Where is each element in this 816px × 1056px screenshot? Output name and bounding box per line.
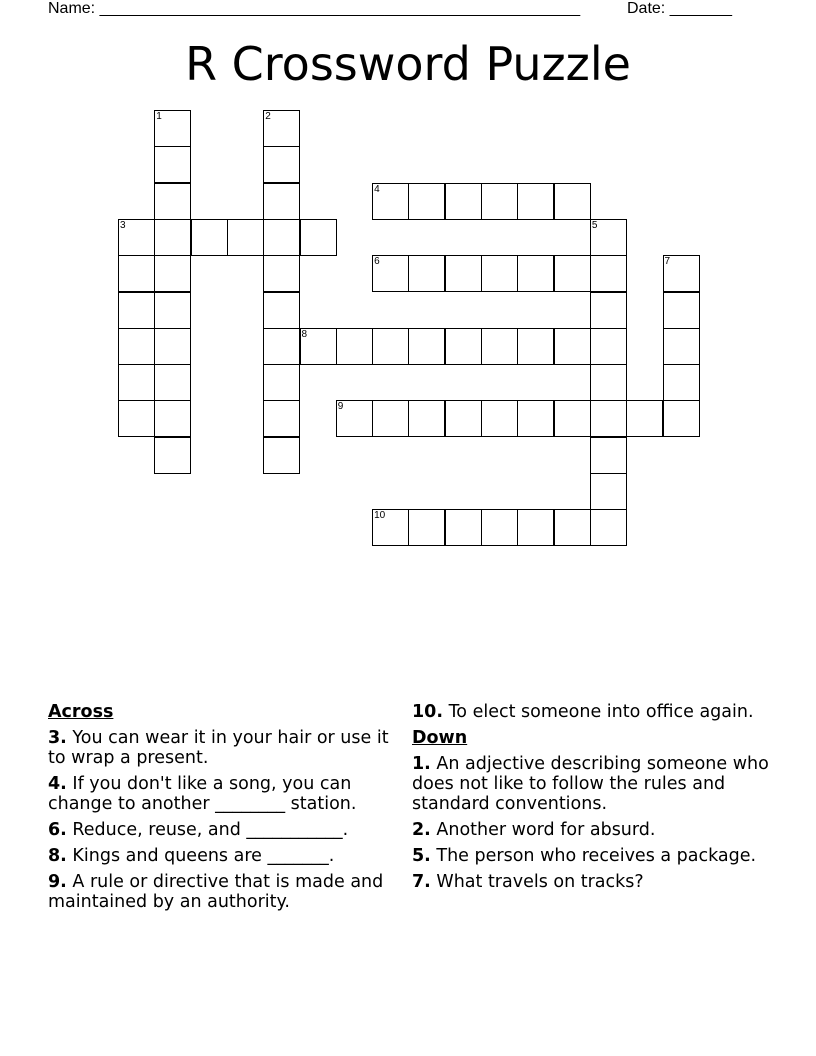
crossword-cell[interactable] (590, 400, 627, 437)
across-clue-3 (48, 728, 400, 768)
crossword-cell[interactable] (154, 183, 191, 220)
clue-number-label: 9 (337, 401, 344, 413)
crossword-cell[interactable] (154, 364, 191, 401)
crossword-cell[interactable] (154, 110, 191, 147)
crossword-cell[interactable] (590, 292, 627, 329)
crossword-cell[interactable] (517, 183, 554, 220)
crossword-cell[interactable] (191, 219, 228, 256)
clue-number-label: 2 (265, 111, 271, 122)
crossword-cell[interactable] (263, 219, 300, 256)
clue-text: Kings and queens are _______. (72, 846, 335, 866)
crossword-cell[interactable] (154, 328, 191, 365)
crossword-cell[interactable] (263, 437, 300, 474)
clue-number: 7. (412, 872, 431, 892)
crossword-cell[interactable] (517, 400, 554, 437)
clue-text: Another word for absurd. (436, 820, 656, 840)
crossword-cell[interactable] (118, 364, 155, 401)
clue-number-label: 5 (591, 219, 598, 231)
crossword-cell[interactable] (118, 292, 155, 329)
down-clue-5 (412, 846, 784, 866)
crossword-cell[interactable] (481, 328, 518, 365)
clue-text: What travels on tracks? (436, 872, 644, 892)
clue-text: You can wear it in your hair or use it to wrap a present. (48, 728, 389, 768)
clue-text: Reduce, reuse, and ___________. (72, 820, 349, 840)
crossword-cell[interactable] (590, 364, 627, 401)
clues-column-right (412, 702, 784, 898)
across-clue-8 (48, 846, 400, 866)
crossword-cell[interactable] (263, 292, 300, 329)
crossword-cell[interactable] (481, 509, 518, 546)
crossword-cell[interactable] (118, 255, 155, 292)
crossword-cell[interactable] (408, 183, 445, 220)
clue-number-label: 1 (156, 111, 162, 122)
crossword-cell[interactable] (517, 255, 554, 292)
crossword-cell[interactable] (626, 400, 663, 437)
crossword-cell[interactable] (372, 255, 409, 292)
clue-number: 9. (48, 872, 67, 892)
crossword-cell[interactable] (663, 328, 700, 365)
clue-text: If you don't like a song, you can change to another ________ station. (48, 774, 357, 814)
crossword-cell[interactable] (663, 364, 700, 401)
clues-column-left (48, 702, 400, 918)
crossword-cell[interactable] (372, 509, 409, 546)
clue-number-label: 6 (374, 256, 380, 268)
crossword-cell[interactable] (118, 219, 155, 256)
across-clue-6 (48, 820, 400, 840)
down-clue-2 (412, 820, 784, 840)
crossword-cell[interactable] (118, 400, 155, 437)
across-clue-9 (48, 872, 400, 912)
down-heading: Down (412, 728, 468, 748)
across-clue-4 (48, 774, 400, 814)
crossword-cell[interactable] (445, 400, 482, 437)
crossword-cell[interactable] (154, 146, 191, 183)
crossword-cell[interactable] (445, 328, 482, 365)
crossword-cell[interactable] (554, 183, 591, 220)
clue-number: 8. (48, 846, 67, 866)
clue-number: 1. (412, 754, 431, 774)
crossword-cell[interactable] (263, 110, 300, 147)
clue-text: The person who receives a package. (436, 846, 757, 866)
crossword-cell[interactable] (590, 328, 627, 365)
crossword-cell[interactable] (336, 328, 373, 365)
clue-number-label: 10 (374, 510, 386, 522)
crossword-cell[interactable] (517, 509, 554, 546)
clue-text: A rule or directive that is made and maintained by an authority. (48, 872, 384, 912)
crossword-cell[interactable] (481, 400, 518, 437)
clue-number: 5. (412, 846, 431, 866)
crossword-cell[interactable] (263, 255, 300, 292)
crossword-cell[interactable] (263, 400, 300, 437)
crossword-cell[interactable] (300, 328, 337, 365)
across-clue-10 (412, 702, 784, 722)
down-clue-7 (412, 872, 784, 892)
page-title: R Crossword Puzzle (185, 37, 631, 91)
clue-number: 10. (412, 702, 444, 722)
crossword-cell[interactable] (408, 328, 445, 365)
crossword-cell[interactable] (590, 473, 627, 510)
crossword-cell[interactable] (481, 255, 518, 292)
clue-text: An adjective describing someone who does not like to follow the rules and standard conventions. (412, 754, 769, 814)
crossword-cell[interactable] (663, 255, 700, 292)
crossword-cell[interactable] (554, 400, 591, 437)
across-heading: Across (48, 702, 114, 722)
date-field-line: Date: _______ (627, 0, 732, 17)
crossword-cell[interactable] (445, 183, 482, 220)
down-clue-1 (412, 754, 784, 814)
crossword-cell[interactable] (663, 292, 700, 329)
crossword-cell[interactable] (263, 328, 300, 365)
crossword-cell[interactable] (445, 509, 482, 546)
crossword-cell[interactable] (154, 219, 191, 256)
clue-number: 3. (48, 728, 67, 748)
crossword-cell[interactable] (154, 400, 191, 437)
crossword-cell[interactable] (590, 255, 627, 292)
crossword-cell[interactable] (336, 400, 373, 437)
crossword-cell[interactable] (263, 146, 300, 183)
crossword-cell[interactable] (590, 437, 627, 474)
crossword-cell[interactable] (663, 400, 700, 437)
crossword-cell[interactable] (408, 400, 445, 437)
crossword-cell[interactable] (408, 509, 445, 546)
crossword-cell[interactable] (517, 328, 554, 365)
crossword-cell[interactable] (554, 328, 591, 365)
clue-number-label: 8 (301, 328, 308, 340)
crossword-cell[interactable] (263, 364, 300, 401)
crossword-cell[interactable] (227, 219, 264, 256)
crossword-cell[interactable] (590, 509, 627, 546)
crossword-cell[interactable] (554, 509, 591, 546)
crossword-cell[interactable] (263, 183, 300, 220)
name-field-line: Name: ______________________________________________________ (48, 0, 581, 17)
crossword-cell[interactable] (372, 183, 409, 220)
crossword-cell[interactable] (445, 255, 482, 292)
crossword-cell[interactable] (590, 219, 627, 256)
crossword-cell[interactable] (154, 255, 191, 292)
clue-number-label: 3 (120, 219, 126, 231)
clue-number: 2. (412, 820, 431, 840)
crossword-cell[interactable] (154, 292, 191, 329)
crossword-cell[interactable] (408, 255, 445, 292)
crossword-cell[interactable] (554, 255, 591, 292)
crossword-cell[interactable] (118, 328, 155, 365)
crossword-cell[interactable] (154, 437, 191, 474)
clue-number: 6. (48, 820, 67, 840)
crossword-cell[interactable] (481, 183, 518, 220)
crossword-cell[interactable] (300, 219, 337, 256)
clue-number: 4. (48, 774, 67, 794)
clue-number-label: 4 (374, 183, 380, 195)
crossword-cell[interactable] (372, 328, 409, 365)
clue-text: To elect someone into office again. (448, 702, 754, 722)
crossword-cell[interactable] (372, 400, 409, 437)
clue-number-label: 7 (664, 256, 671, 268)
